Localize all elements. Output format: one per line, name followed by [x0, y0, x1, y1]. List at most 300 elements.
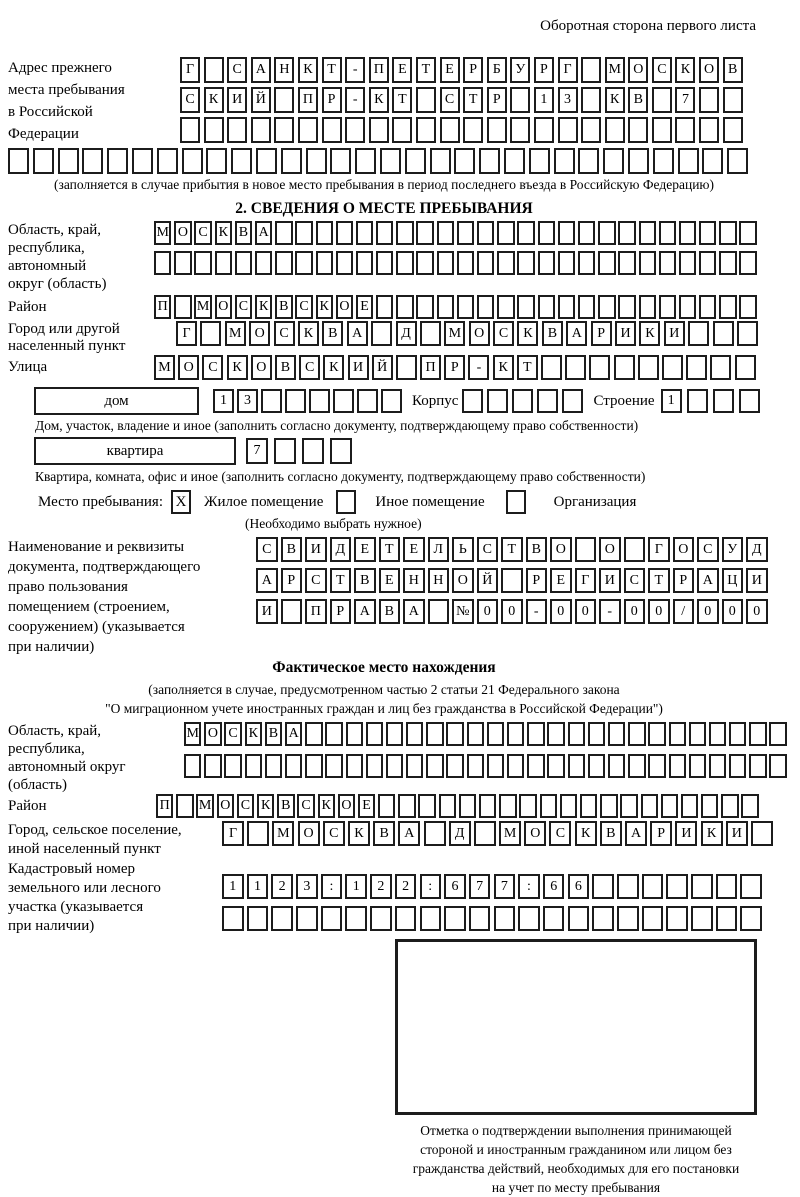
char-cell: В — [275, 295, 292, 319]
char-cell: А — [625, 821, 647, 846]
char-cell — [469, 906, 491, 931]
char-cell — [691, 906, 713, 931]
char-cell — [751, 821, 773, 846]
char-cell — [719, 221, 736, 245]
char-cell: Т — [392, 87, 412, 113]
char-cell — [581, 117, 601, 143]
char-cell — [454, 148, 475, 174]
char-cell — [699, 221, 716, 245]
char-cell — [265, 754, 282, 778]
char-cell: 0 — [746, 599, 768, 624]
cadastre-row-2 — [222, 906, 762, 931]
char-cell — [444, 906, 466, 931]
char-cell — [769, 722, 786, 746]
char-cell — [345, 906, 367, 931]
char-cell: К — [227, 355, 248, 380]
char-cell — [224, 754, 241, 778]
char-cell: Г — [648, 537, 670, 562]
char-cell — [462, 389, 483, 413]
char-cell: / — [673, 599, 695, 624]
char-cell: Й — [251, 87, 271, 113]
char-cell: Е — [403, 537, 425, 562]
char-cell: К — [204, 87, 224, 113]
char-cell — [325, 754, 342, 778]
text-line: "О миграционном учете иностранных граждан и лиц без гражданства в Российской Федерации") — [105, 701, 663, 716]
stay-type-checkbox-other — [336, 490, 356, 514]
stay-type-checkbox-organization — [506, 490, 526, 514]
char-cell: Р — [526, 568, 548, 593]
char-cell — [499, 794, 516, 818]
char-cell — [588, 754, 605, 778]
text-line: стороной и иностранным гражданином или лицом без — [420, 1142, 732, 1157]
char-cell — [430, 148, 451, 174]
city-block — [8, 321, 800, 355]
char-cell: О — [550, 537, 572, 562]
char-cell — [642, 874, 664, 899]
char-cell: П — [156, 794, 173, 818]
char-cell: С — [652, 57, 672, 83]
text-line: гражданства действий, необходимых для его постановки — [412, 1161, 740, 1176]
char-cell: С — [235, 295, 252, 319]
char-cell — [227, 117, 247, 143]
char-cell — [689, 754, 706, 778]
char-cell — [346, 754, 363, 778]
char-cell — [418, 794, 435, 818]
char-cell — [534, 117, 554, 143]
char-cell — [206, 148, 227, 174]
char-cell: В — [265, 722, 282, 746]
char-cell: О — [178, 355, 199, 380]
char-cell: П — [369, 57, 389, 83]
actual-city-label — [8, 821, 222, 859]
char-cell — [598, 251, 615, 275]
char-cell: 0 — [575, 599, 597, 624]
char-cell — [568, 754, 585, 778]
region-block — [8, 221, 800, 293]
char-cell — [681, 794, 698, 818]
prev-address-block — [8, 57, 800, 145]
char-cell — [396, 251, 413, 275]
char-cell: 7 — [246, 438, 268, 464]
char-cell — [182, 148, 203, 174]
char-cell: Т — [501, 537, 523, 562]
text-line: Область, край, — [8, 723, 102, 739]
char-cell: П — [154, 295, 171, 319]
char-cell — [333, 389, 354, 413]
char-cell: О — [336, 295, 353, 319]
text-line: автономный округ — [8, 759, 126, 775]
char-cell — [518, 906, 540, 931]
char-cell — [661, 794, 678, 818]
prev-address-row-4 — [8, 148, 800, 174]
char-cell: 2 — [271, 874, 293, 899]
stay-type-option-organization: Организация — [553, 493, 637, 510]
char-cell: В — [600, 821, 622, 846]
char-cell — [729, 722, 746, 746]
char-cell — [386, 754, 403, 778]
char-cell — [739, 221, 756, 245]
char-cell — [378, 794, 395, 818]
char-cell — [204, 754, 221, 778]
char-cell — [477, 295, 494, 319]
char-cell: А — [403, 599, 425, 624]
char-cell: К — [316, 295, 333, 319]
char-cell: В — [275, 355, 296, 380]
char-cell — [641, 794, 658, 818]
char-cell — [330, 438, 352, 464]
city-row — [176, 321, 758, 346]
char-cell — [356, 221, 373, 245]
char-cell: О — [469, 321, 490, 346]
char-cell: К — [348, 821, 370, 846]
char-cell — [376, 295, 393, 319]
char-cell — [477, 251, 494, 275]
char-cell — [701, 794, 718, 818]
actual-region-block — [8, 722, 800, 794]
char-cell — [306, 148, 327, 174]
char-cell — [176, 794, 193, 818]
char-cell — [527, 722, 544, 746]
char-cell: П — [420, 355, 441, 380]
char-cell — [204, 57, 224, 83]
char-cell: И — [664, 321, 685, 346]
char-cell: А — [398, 821, 420, 846]
text-line: Наименование и реквизиты — [8, 539, 185, 555]
prev-address-caption: (заполняется в случае прибытия в новое место пребывания в период последнего въезда в Российскую Федерацию) — [53, 177, 715, 192]
actual-city-block — [8, 821, 800, 859]
char-cell — [428, 599, 450, 624]
char-cell — [543, 906, 565, 931]
char-cell — [416, 117, 436, 143]
char-cell — [396, 221, 413, 245]
char-cell — [416, 295, 433, 319]
char-cell: 2 — [370, 874, 392, 899]
char-cell: С — [299, 355, 320, 380]
char-cell — [416, 87, 436, 113]
char-cell: 7 — [469, 874, 491, 899]
char-cell — [309, 389, 330, 413]
char-cell — [716, 874, 738, 899]
char-cell — [541, 355, 562, 380]
char-cell — [578, 148, 599, 174]
char-cell — [558, 295, 575, 319]
confirmation-stamp-box — [395, 939, 757, 1115]
char-cell: К — [639, 321, 660, 346]
char-cell: Р — [281, 568, 303, 593]
char-cell: С — [227, 57, 247, 83]
char-cell: М — [225, 321, 246, 346]
char-cell: А — [697, 568, 719, 593]
char-cell: М — [196, 794, 213, 818]
char-cell — [568, 906, 590, 931]
char-cell: В — [723, 57, 743, 83]
apartment-box: квартира — [34, 437, 236, 465]
char-cell — [689, 722, 706, 746]
char-cell: А — [354, 599, 376, 624]
char-cell — [719, 295, 736, 319]
char-cell: 1 — [247, 874, 269, 899]
char-cell: А — [566, 321, 587, 346]
char-cell: К — [605, 87, 625, 113]
char-cell — [396, 295, 413, 319]
district-block — [8, 295, 800, 319]
char-cell — [295, 221, 312, 245]
char-cell: П — [298, 87, 318, 113]
actual-district-label: Район — [8, 798, 47, 814]
char-cell — [215, 251, 232, 275]
char-cell: С — [194, 221, 211, 245]
text-line: Город, сельское поселение, — [8, 822, 182, 838]
char-cell — [184, 754, 201, 778]
char-cell: 7 — [494, 874, 516, 899]
char-cell — [735, 355, 756, 380]
char-cell — [174, 295, 191, 319]
char-cell: К — [369, 87, 389, 113]
char-cell — [494, 906, 516, 931]
char-cell — [659, 295, 676, 319]
char-cell — [598, 221, 615, 245]
char-cell — [386, 722, 403, 746]
char-cell: Н — [403, 568, 425, 593]
char-cell — [395, 906, 417, 931]
char-cell: А — [285, 722, 302, 746]
char-cell: В — [526, 537, 548, 562]
char-cell — [740, 874, 762, 899]
char-cell — [507, 754, 524, 778]
char-cell — [639, 295, 656, 319]
text-line: в Российской — [8, 104, 93, 120]
stay-type-checkbox-residential: X — [171, 490, 191, 514]
char-cell: - — [526, 599, 548, 624]
cadastre-label — [8, 860, 222, 936]
actual-district-row — [156, 794, 759, 818]
char-cell: И — [348, 355, 369, 380]
char-cell — [497, 295, 514, 319]
char-cell: О — [251, 355, 272, 380]
char-cell: М — [154, 355, 175, 380]
char-cell — [529, 148, 550, 174]
char-cell — [652, 87, 672, 113]
char-cell: О — [673, 537, 695, 562]
char-cell — [440, 117, 460, 143]
char-cell: Е — [358, 794, 375, 818]
char-cell — [222, 906, 244, 931]
text-line: республика, — [8, 741, 85, 757]
stroenie-label: Строение — [593, 392, 655, 409]
char-cell: Т — [463, 87, 483, 113]
char-cell — [487, 722, 504, 746]
char-cell — [737, 321, 758, 346]
char-cell — [578, 221, 595, 245]
char-cell — [82, 148, 103, 174]
text-line: помещением (строением, — [8, 599, 170, 615]
char-cell — [366, 754, 383, 778]
char-cell — [540, 794, 557, 818]
char-cell — [598, 295, 615, 319]
region-row-1 — [154, 221, 757, 245]
char-cell — [581, 57, 601, 83]
char-cell — [477, 221, 494, 245]
char-cell: Н — [428, 568, 450, 593]
char-cell — [274, 438, 296, 464]
char-cell — [702, 148, 723, 174]
char-cell: В — [281, 537, 303, 562]
char-cell: Д — [330, 537, 352, 562]
char-cell — [235, 251, 252, 275]
char-cell — [723, 87, 743, 113]
char-cell: Й — [372, 355, 393, 380]
text-line: (область) — [8, 777, 67, 793]
char-cell: С — [202, 355, 223, 380]
char-cell — [608, 722, 625, 746]
char-cell — [316, 251, 333, 275]
char-cell: Т — [379, 537, 401, 562]
char-cell: И — [746, 568, 768, 593]
stay-type-hint: (Необходимо выбрать нужное) — [245, 516, 422, 531]
char-cell — [245, 754, 262, 778]
char-cell — [446, 754, 463, 778]
text-line: земельного или лесного — [8, 880, 161, 896]
char-cell: 6 — [543, 874, 565, 899]
char-cell — [302, 438, 324, 464]
char-cell — [618, 295, 635, 319]
apartment-cells — [246, 438, 352, 464]
actual-district-block — [8, 794, 800, 818]
cadastre-block — [8, 860, 800, 936]
char-cell: М — [194, 295, 211, 319]
text-line: Город или другой — [8, 321, 120, 337]
char-cell: 0 — [648, 599, 670, 624]
char-cell: О — [249, 321, 270, 346]
char-cell: Е — [354, 537, 376, 562]
char-cell — [298, 117, 318, 143]
document-label — [8, 537, 256, 657]
char-cell — [628, 722, 645, 746]
char-cell: Г — [180, 57, 200, 83]
char-cell: К — [298, 57, 318, 83]
char-cell — [538, 221, 555, 245]
char-cell: У — [510, 57, 530, 83]
char-cell — [376, 221, 393, 245]
char-cell: У — [722, 537, 744, 562]
char-cell: Б — [487, 57, 507, 83]
char-cell — [739, 389, 760, 413]
char-cell — [618, 221, 635, 245]
char-cell — [426, 722, 443, 746]
char-cell — [392, 117, 412, 143]
char-cell — [710, 355, 731, 380]
char-cell — [457, 251, 474, 275]
char-cell: С — [624, 568, 646, 593]
char-cell — [565, 355, 586, 380]
char-cell — [305, 722, 322, 746]
char-cell — [687, 389, 708, 413]
char-cell — [510, 117, 530, 143]
char-cell: Р — [444, 355, 465, 380]
char-cell: Ь — [452, 537, 474, 562]
prev-address-row-2 — [180, 87, 743, 113]
city-label — [8, 321, 176, 355]
apartment-line — [34, 437, 800, 465]
char-cell — [652, 117, 672, 143]
char-cell — [507, 722, 524, 746]
char-cell: Д — [449, 821, 471, 846]
char-cell: - — [345, 87, 365, 113]
char-cell — [204, 117, 224, 143]
char-cell — [346, 722, 363, 746]
char-cell: Р — [534, 57, 554, 83]
char-cell — [592, 906, 614, 931]
char-cell: С — [297, 794, 314, 818]
char-cell: Р — [330, 599, 352, 624]
char-cell — [275, 221, 292, 245]
actual-city-row — [222, 821, 773, 846]
char-cell: 0 — [722, 599, 744, 624]
text-line: документа, подтверждающего — [8, 559, 201, 575]
char-cell — [537, 389, 558, 413]
char-cell: Т — [322, 57, 342, 83]
char-cell: 0 — [624, 599, 646, 624]
text-line: участка (указывается — [8, 899, 144, 915]
char-cell — [8, 148, 29, 174]
char-cell: А — [256, 568, 278, 593]
document-block — [8, 537, 800, 657]
char-cell — [620, 794, 637, 818]
char-cell — [554, 148, 575, 174]
text-line: Адрес прежнего — [8, 60, 112, 76]
char-cell — [345, 117, 365, 143]
char-cell: Й — [477, 568, 499, 593]
char-cell — [281, 599, 303, 624]
char-cell: 7 — [675, 87, 695, 113]
actual-location-note — [8, 680, 760, 718]
char-cell: Д — [746, 537, 768, 562]
region-label — [8, 221, 154, 293]
char-cell: 1 — [345, 874, 367, 899]
char-cell: В — [235, 221, 252, 245]
char-cell: 3 — [558, 87, 578, 113]
char-cell: М — [605, 57, 625, 83]
apartment-caption: Квартира, комната, офис и иное (заполнить согласно документу, подтверждающему право собственности) — [35, 469, 646, 484]
text-line: автономный — [8, 258, 87, 274]
char-cell — [727, 148, 748, 174]
char-cell — [538, 251, 555, 275]
char-cell: В — [542, 321, 563, 346]
char-cell — [247, 906, 269, 931]
char-cell: 2 — [395, 874, 417, 899]
char-cell: Е — [356, 295, 373, 319]
char-cell — [325, 722, 342, 746]
document-row-2 — [256, 568, 768, 593]
char-cell: : — [420, 874, 442, 899]
char-cell — [699, 87, 719, 113]
char-cell: С — [224, 722, 241, 746]
section2-title: 2. СВЕДЕНИЯ О МЕСТЕ ПРЕБЫВАНИЯ — [235, 200, 533, 217]
char-cell: С — [305, 568, 327, 593]
house-cells — [213, 389, 402, 413]
char-cell — [562, 389, 583, 413]
char-cell — [467, 722, 484, 746]
char-cell — [669, 754, 686, 778]
char-cell: О — [174, 221, 191, 245]
char-cell — [527, 754, 544, 778]
char-cell — [617, 874, 639, 899]
char-cell: В — [628, 87, 648, 113]
char-cell — [580, 794, 597, 818]
text-line: Федерации — [8, 126, 79, 142]
korpus-cells — [462, 389, 583, 413]
char-cell — [547, 722, 564, 746]
